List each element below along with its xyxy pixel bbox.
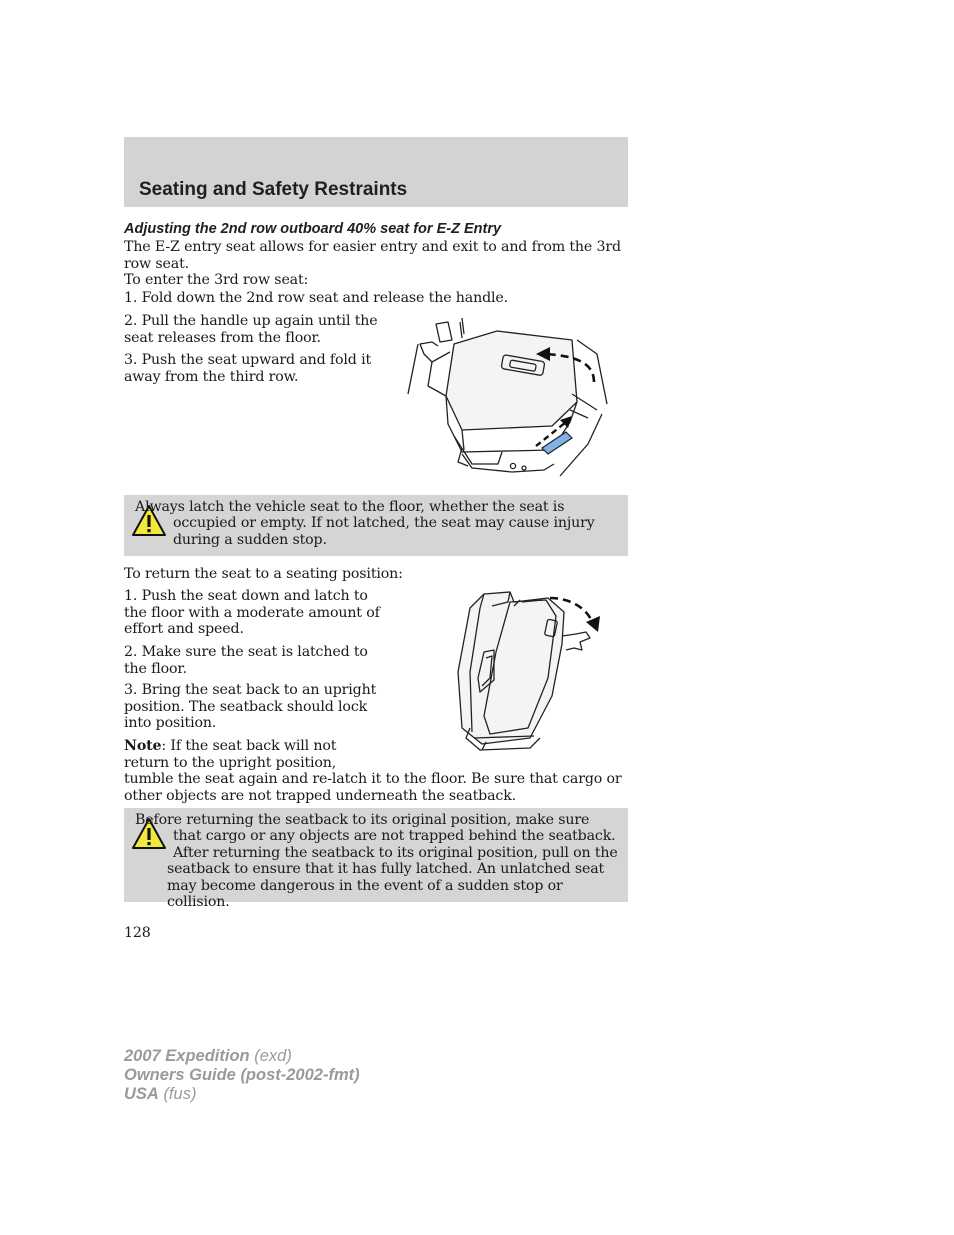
note-text-top: : If the seat back will not return to the upright position, xyxy=(124,738,337,771)
footer-guide: Owners Guide (post-2002-fmt) xyxy=(124,1066,360,1084)
enter-step-3: 3. Push the seat upward and fold it away from the third row. xyxy=(124,352,372,385)
warning-box-latch xyxy=(124,495,628,556)
footer-model-code: (exd) xyxy=(254,1047,292,1065)
return-step-1: 1. Push the seat down and latch to the floor with a moderate amount of effort and speed. xyxy=(124,588,380,638)
footer-line-2 xyxy=(124,1066,360,1085)
note-paragraph-bottom: tumble the seat again and re-latch it to the floor. Be sure that cargo or other objects are not trapped underneath the seatback. xyxy=(124,771,622,804)
note-paragraph-top xyxy=(124,738,339,771)
intro-paragraph: The E-Z entry seat allows for easier entry and exit to and from the 3rd row seat. xyxy=(124,239,621,272)
section-header-band xyxy=(124,137,628,207)
footer-line-1 xyxy=(124,1047,292,1066)
return-step-3: 3. Bring the seat back to an upright position. The seatback should lock into position. xyxy=(124,682,377,732)
note-label: Note xyxy=(124,738,162,754)
enter-step-2: 2. Pull the handle up again until the seat releases from the floor. xyxy=(124,313,378,346)
warning-text-latch: Always latch the vehicle seat to the floor, whether the seat is occupied or empty. If not latched, the seat may cause injury during a sudden stop. xyxy=(135,499,595,548)
warning-text-seatback: Before returning the seatback to its original position, make sure that cargo or any objects are not trapped behind the seatback. After returning the seatback to its original position, pull on the seatback to ensure that it has fully latched. An unlatched seat may become dangerous in the event of a sudden stop or collision. xyxy=(135,812,618,911)
footer-market: USA xyxy=(124,1085,159,1103)
footer-model: 2007 Expedition xyxy=(124,1047,250,1065)
page-number: 128 xyxy=(124,925,151,941)
enter-label: To enter the 3rd row seat: xyxy=(124,272,309,288)
footer-line-3 xyxy=(124,1085,196,1104)
return-label: To return the seat to a seating position: xyxy=(124,566,403,582)
subheading: Adjusting the 2nd row outboard 40% seat for E-Z Entry xyxy=(124,221,502,237)
warning-box-seatback xyxy=(124,808,628,911)
seat-return-illustration xyxy=(450,588,610,752)
return-step-2: 2. Make sure the seat is latched to the floor. xyxy=(124,644,368,677)
seat-fold-illustration xyxy=(402,314,612,480)
enter-step-1: 1. Fold down the 2nd row seat and release the handle. xyxy=(124,290,509,306)
footer-market-code: (fus) xyxy=(163,1085,197,1103)
section-title: Seating and Safety Restraints xyxy=(139,179,408,200)
